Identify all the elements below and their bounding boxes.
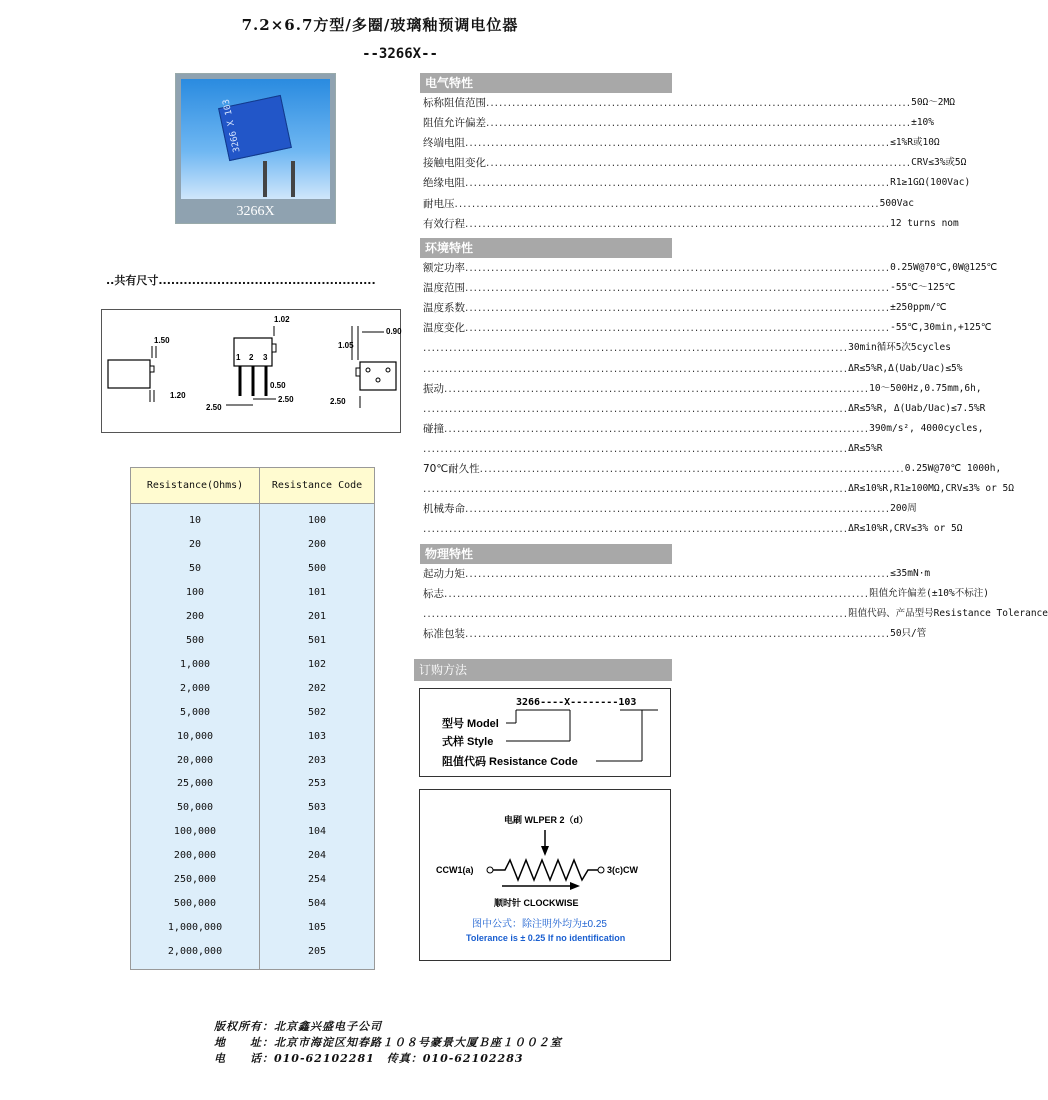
ordering-diagram: [419, 688, 671, 777]
resistance-code: 503: [307, 802, 327, 814]
spec-label: 终端电阻: [423, 137, 465, 150]
resistance-code: 200: [307, 538, 327, 550]
spec-value: 10～500Hz,0.75mm,6h,: [869, 382, 982, 394]
spec-row: [423, 564, 931, 584]
resistance-value: 1,000,000: [167, 922, 223, 934]
spec-label: 温度变化: [423, 322, 465, 335]
resistance-value: 5,000: [179, 706, 211, 718]
resistance-code: 502: [307, 706, 327, 718]
resistance-code: 203: [307, 754, 327, 766]
photo-image: [181, 79, 330, 199]
spec-value: -55℃,30min,+125℃: [890, 322, 992, 334]
resistance-value: 20: [188, 538, 202, 550]
spec-value: ΔR≤5%R,Δ(Uab/Uac)≤5%: [848, 362, 963, 374]
cw-label: 3(c)CW: [607, 865, 638, 875]
spec-value: R1≥1GΩ(100Vac): [890, 177, 971, 189]
spec-row: [423, 439, 883, 459]
spec-row: [423, 258, 998, 278]
physical-heading: 物理特性: [420, 544, 672, 564]
tolerance-note-en: Tolerance is ± 0.25 If no identification: [466, 933, 626, 943]
leader-dots: [465, 278, 890, 298]
dim-2-50: 2.50: [330, 397, 346, 406]
resistance-value: 1,000: [179, 658, 211, 670]
dim-1-20: 1.20: [170, 391, 186, 400]
ccw-label: CCW1(a): [436, 865, 474, 875]
spec-value: ±250ppm/℃: [890, 302, 947, 314]
resistance-code: 253: [307, 778, 327, 790]
spec-label: 标准包装: [423, 628, 465, 641]
environmental-heading: 环境特性: [420, 238, 672, 258]
dim-1-02: 1.02: [274, 315, 290, 324]
spec-label: 起动力矩: [423, 568, 465, 580]
leader-dots: [486, 153, 911, 173]
table-row: [131, 820, 374, 844]
ordering-heading: 订购方法: [414, 659, 672, 681]
spec-row: [423, 624, 927, 644]
spec-row: [423, 153, 967, 173]
potentiometer-body: [218, 95, 292, 161]
spec-row: [423, 214, 959, 234]
spec-row: [423, 499, 917, 519]
leader-dots: [423, 338, 848, 358]
spec-row: [423, 133, 940, 153]
resistance-value: 20,000: [176, 754, 214, 766]
resistance-value: 10,000: [176, 730, 214, 742]
leader-dots: [465, 214, 890, 234]
pin: [291, 161, 295, 197]
resistance-code: 254: [307, 874, 327, 886]
spec-value: 200周: [890, 503, 917, 515]
style-label: 式样 Style: [442, 736, 494, 748]
order-code: 3266----X--------103: [516, 697, 637, 708]
spec-row: [423, 604, 1048, 624]
model-subtitle: --3266X--: [362, 46, 438, 62]
spec-row: [423, 338, 951, 358]
leader-dots: [465, 133, 890, 153]
footer-address: 地 址：北京市海淀区知春路１０８号豪景大厦Ｂ座１００２室: [214, 1036, 562, 1049]
dimension-drawing: [101, 309, 401, 433]
table-row: [131, 772, 374, 796]
spec-label: 温度系数: [423, 302, 465, 315]
spec-row: [423, 194, 914, 214]
resistance-code-table: [130, 467, 375, 970]
spec-row: [423, 113, 934, 133]
spec-row: [423, 584, 989, 604]
table-header: [131, 468, 374, 504]
leader-dots: [465, 318, 890, 338]
table-row: [131, 892, 374, 916]
spec-label: 振动: [423, 382, 444, 395]
resistance-value: 2,000: [179, 682, 211, 694]
footer-phone: 电 话：010-62102281 传真：010-62102283: [214, 1052, 524, 1065]
resistance-code: 501: [307, 634, 327, 646]
spec-value: 50只/管: [890, 628, 927, 640]
dimensions-label: ..共有尺寸....................................................: [106, 274, 376, 287]
leader-dots: [423, 519, 848, 539]
table-row: [131, 868, 374, 892]
leader-dots: [423, 479, 848, 499]
column-header-resistance: Resistance(Ohms): [146, 480, 244, 491]
table-row: [131, 796, 374, 820]
spec-value: CRV≤3%或5Ω: [911, 157, 967, 169]
resistance-value: 500: [185, 634, 205, 646]
table-row: [131, 509, 374, 533]
spec-row: [423, 173, 971, 193]
table-row: [131, 916, 374, 940]
resistance-code: 102: [307, 658, 327, 670]
spec-value: 50Ω～2MΩ: [911, 97, 955, 108]
spec-value: ≤35mN·m: [890, 568, 931, 579]
leader-dots: [444, 584, 869, 604]
page-title: 7.2×6.7方型/多圈/玻璃釉预调电位器: [241, 16, 519, 34]
resistance-code: 101: [307, 586, 327, 598]
resistance-value: 200: [185, 610, 205, 622]
leader-dots: [465, 499, 890, 519]
spec-label: 碰撞: [423, 422, 444, 435]
spec-row: [423, 419, 984, 439]
model-label: 型号 Model: [442, 718, 499, 730]
wiper-label: 电刷 WLPER 2（d）: [504, 815, 589, 825]
resistance-code: 104: [307, 826, 327, 838]
spec-value: 30min循环5次5cycles: [848, 342, 951, 354]
spec-label: 机械寿命: [423, 503, 465, 516]
leader-dots: [480, 459, 905, 479]
table-row: [131, 533, 374, 557]
resistance-code-label: 阻值代码 Resistance Code: [442, 756, 578, 768]
pin-number: 1: [236, 353, 241, 362]
leader-dots: [423, 604, 848, 624]
spec-row: [423, 278, 956, 298]
schematic-diagram: [419, 789, 671, 961]
direction-label: 顺时针 CLOCKWISE: [494, 898, 579, 908]
spec-label: 标志: [423, 588, 444, 601]
resistance-value: 10: [188, 515, 202, 526]
resistance-code: 504: [307, 898, 327, 910]
table-row: [131, 844, 374, 868]
spec-value: 12 turns nom: [890, 217, 959, 229]
spec-value: 0.25W@70℃ 1000h,: [904, 463, 1002, 474]
spec-row: [423, 399, 986, 419]
spec-row: [423, 359, 963, 379]
resistance-value: 2,000,000: [167, 946, 223, 958]
spec-label: 额定功率: [423, 262, 465, 274]
table-row: [131, 629, 374, 653]
spec-label: 温度范围: [423, 282, 465, 295]
spec-row: [423, 459, 1002, 479]
footer-copyright: 版权所有：北京鑫兴盛电子公司: [214, 1020, 382, 1033]
spec-value: 0.25W@70℃,0W@125℃: [890, 262, 998, 273]
leader-dots: [465, 624, 890, 644]
spec-label: 70℃耐久性: [423, 463, 480, 475]
dim-0-90: 0.90: [386, 327, 402, 336]
table-row: [131, 677, 374, 701]
resistance-code: 500: [307, 562, 327, 574]
dim-2-50: 2.50: [278, 395, 294, 404]
resistance-value: 250,000: [173, 874, 217, 886]
table-row: [131, 581, 374, 605]
resistance-code: 103: [307, 730, 327, 742]
table-row: [131, 725, 374, 749]
leader-dots: [455, 194, 880, 214]
spec-value: 390m/s², 4000cycles,: [869, 422, 984, 434]
spec-label: 耐电压: [423, 197, 455, 210]
resistance-code: 202: [307, 682, 327, 694]
spec-value: ΔR≤5%R: [848, 442, 883, 454]
electrical-heading: 电气特性: [420, 73, 672, 93]
leader-dots: [423, 439, 848, 459]
spec-label: 有效行程: [423, 217, 465, 230]
spec-value: 阻值允许偏差(±10%不标注): [869, 588, 989, 600]
table-row: [131, 940, 374, 964]
spec-value: ΔR≤10%R,CRV≤3% or 5Ω: [848, 523, 963, 535]
photo-label: 3266 X 103: [221, 98, 243, 154]
spec-row: [423, 379, 982, 399]
spec-row: [423, 479, 1014, 499]
spec-value: ≤1%R或10Ω: [890, 137, 940, 149]
dim-1-05: 1.05: [338, 341, 354, 350]
leader-dots: [465, 564, 890, 584]
column-header-code: Resistance Code: [271, 480, 363, 491]
leader-dots: [423, 359, 848, 379]
spec-value: ΔR≤5%R, Δ(Uab/Uac)≤7.5%R: [848, 402, 986, 414]
resistance-value: 100: [185, 586, 205, 598]
resistance-code: 204: [307, 850, 327, 862]
table-row: [131, 557, 374, 581]
spec-value: ΔR≤10%R,R1≥100MΩ,CRV≤3% or 5Ω: [848, 483, 1014, 495]
resistance-value: 200,000: [173, 850, 217, 862]
dim-2-50: 2.50: [206, 403, 222, 412]
resistance-value: 50: [188, 562, 202, 574]
resistance-value: 50,000: [176, 802, 214, 814]
photo-caption: 3266X: [236, 204, 275, 219]
dim-1-50: 1.50: [154, 336, 170, 345]
spec-label: 接触电阻变化: [423, 157, 486, 170]
pin: [263, 161, 267, 197]
leader-dots: [444, 379, 869, 399]
leader-dots: [423, 399, 848, 419]
leader-dots: [465, 173, 890, 193]
spec-row: [423, 318, 992, 338]
pin-number: 3: [263, 353, 268, 362]
spec-label: 绝缘电阻: [423, 177, 465, 190]
spec-label: 标称阻值范围: [423, 97, 486, 109]
leader-dots: [486, 113, 911, 133]
spec-row: [423, 298, 947, 318]
leader-dots: [465, 258, 890, 278]
pin-number: 2: [249, 353, 254, 362]
dim-0-50: 0.50: [270, 381, 286, 390]
spec-row: [423, 93, 955, 113]
spec-row: [423, 519, 963, 539]
resistance-code: 205: [307, 946, 327, 958]
leader-dots: [486, 93, 911, 113]
leader-dots: [444, 419, 869, 439]
resistance-value: 25,000: [176, 778, 214, 790]
spec-value: -55℃～125℃: [890, 282, 956, 294]
table-row: [131, 701, 374, 725]
resistance-code: 100: [307, 515, 327, 526]
leader-dots: [465, 298, 890, 318]
resistance-code: 105: [307, 922, 327, 934]
spec-label: 阻值允许偏差: [423, 117, 486, 130]
table-row: [131, 653, 374, 677]
tolerance-note-cn: 图中公式：除注明外均为±0.25: [472, 919, 607, 930]
spec-value: ±10%: [911, 117, 934, 129]
spec-value: 500Vac: [879, 197, 914, 209]
table-row: [131, 749, 374, 773]
resistance-value: 100,000: [173, 826, 217, 838]
spec-value: 阻值代码、产品型号Resistance Tolerance: [848, 608, 1048, 620]
product-photo: [175, 73, 336, 224]
resistance-code: 201: [307, 610, 327, 622]
table-row: [131, 605, 374, 629]
resistance-value: 500,000: [173, 898, 217, 910]
